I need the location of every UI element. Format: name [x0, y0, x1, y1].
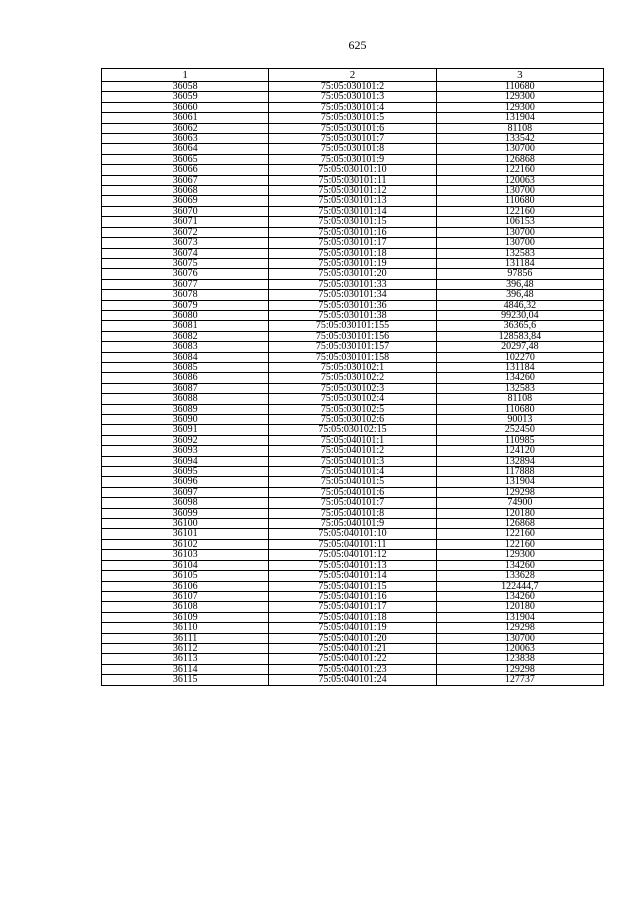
table-row [102, 186, 604, 196]
table-row [102, 435, 604, 445]
table-cell-col1: 36071 [102, 217, 269, 227]
table-cell-col3: 127737 [436, 675, 603, 685]
table-cell-col3: 126868 [436, 154, 603, 164]
table-row [102, 362, 604, 372]
table-cell-col1: 36058 [102, 82, 269, 92]
table-row [102, 446, 604, 456]
table-cell-col3: 129300 [436, 102, 603, 112]
table-row [102, 248, 604, 258]
table-cell-col3: 396,48 [436, 279, 603, 289]
table-row [102, 425, 604, 435]
table-cell-col3: 130700 [436, 227, 603, 237]
table-cell-col2: 75:05:030101:19 [269, 258, 436, 268]
table-cell-col3: 110680 [436, 196, 603, 206]
table-row [102, 394, 604, 404]
table-cell-col3: 132894 [436, 456, 603, 466]
table-cell-col1: 36067 [102, 175, 269, 185]
table-cell-col2: 75:05:030101:15 [269, 217, 436, 227]
table-cell-col3: 122160 [436, 539, 603, 549]
table-cell-col1: 36109 [102, 612, 269, 622]
table-row [102, 571, 604, 581]
table-row [102, 290, 604, 300]
table-cell-col3: 120180 [436, 602, 603, 612]
table-row [102, 581, 604, 591]
table-cell-col1: 36092 [102, 435, 269, 445]
table-cell-col1: 36072 [102, 227, 269, 237]
table-cell-col1: 36105 [102, 571, 269, 581]
table-cell-col2: 75:05:030102:5 [269, 404, 436, 414]
table-cell-col1: 36085 [102, 362, 269, 372]
table-cell-col3: 132583 [436, 383, 603, 393]
table-cell-col1: 36107 [102, 591, 269, 601]
table-cell-col1: 36074 [102, 248, 269, 258]
table-row [102, 144, 604, 154]
table-cell-col1: 36096 [102, 477, 269, 487]
table-cell-col1: 36061 [102, 113, 269, 123]
table-cell-col2: 75:05:030101:3 [269, 92, 436, 102]
table-cell-col1: 36101 [102, 529, 269, 539]
table-cell-col3: 129300 [436, 92, 603, 102]
table-cell-col2: 75:05:030101:7 [269, 134, 436, 144]
table-cell-col3: 129298 [436, 487, 603, 497]
table-row [102, 519, 604, 529]
table-cell-col2: 75:05:030101:16 [269, 227, 436, 237]
header-row [102, 69, 604, 82]
table-row [102, 654, 604, 664]
table-cell-col1: 36111 [102, 633, 269, 643]
table-cell-col3: 133628 [436, 571, 603, 581]
table-row [102, 206, 604, 216]
table-cell-col1: 36114 [102, 664, 269, 674]
table-row [102, 529, 604, 539]
table-row [102, 623, 604, 633]
table-row [102, 310, 604, 320]
table-row [102, 415, 604, 425]
table-cell-col3: 134260 [436, 373, 603, 383]
table-row [102, 279, 604, 289]
table-cell-col2: 75:05:040101:18 [269, 612, 436, 622]
table-cell-col2: 75:05:040101:23 [269, 664, 436, 674]
table-cell-col3: 106153 [436, 217, 603, 227]
column-header-3: 3 [436, 69, 603, 82]
table-cell-col3: 122160 [436, 206, 603, 216]
table-cell-col3: 252450 [436, 425, 603, 435]
table-cell-col1: 36097 [102, 487, 269, 497]
table-row [102, 675, 604, 685]
table-cell-col2: 75:05:030101:20 [269, 269, 436, 279]
table-row [102, 269, 604, 279]
table-row [102, 165, 604, 175]
table-cell-col1: 36099 [102, 508, 269, 518]
table-cell-col2: 75:05:030101:8 [269, 144, 436, 154]
table-cell-col3: 131184 [436, 258, 603, 268]
table-cell-col2: 75:05:040101:22 [269, 654, 436, 664]
table-cell-col3: 130700 [436, 186, 603, 196]
table-cell-col1: 36081 [102, 321, 269, 331]
table-cell-col1: 36086 [102, 373, 269, 383]
table-cell-col3: 97856 [436, 269, 603, 279]
table-cell-col3: 122444,7 [436, 581, 603, 591]
table-row [102, 113, 604, 123]
table-cell-col3: 110985 [436, 435, 603, 445]
table-cell-col3: 120063 [436, 643, 603, 653]
table-row [102, 154, 604, 164]
table-cell-col3: 128583,84 [436, 331, 603, 341]
table-cell-col2: 75:05:030101:12 [269, 186, 436, 196]
table-cell-col2: 75:05:030101:157 [269, 342, 436, 352]
table-cell-col2: 75:05:040101:9 [269, 519, 436, 529]
table-cell-col2: 75:05:040101:10 [269, 529, 436, 539]
table-cell-col3: 131904 [436, 113, 603, 123]
table-cell-col2: 75:05:030101:155 [269, 321, 436, 331]
table-cell-col1: 36089 [102, 404, 269, 414]
table-row [102, 331, 604, 341]
table-cell-col2: 75:05:040101:12 [269, 550, 436, 560]
table-cell-col2: 75:05:030101:156 [269, 331, 436, 341]
table-cell-col2: 75:05:030101:5 [269, 113, 436, 123]
table-row [102, 217, 604, 227]
table-cell-col3: 129298 [436, 664, 603, 674]
table-cell-col1: 36088 [102, 394, 269, 404]
table-cell-col2: 75:05:040101:6 [269, 487, 436, 497]
table-cell-col3: 396,48 [436, 290, 603, 300]
table-row [102, 498, 604, 508]
table-row [102, 477, 604, 487]
table-cell-col2: 75:05:040101:24 [269, 675, 436, 685]
table-row [102, 508, 604, 518]
table-cell-col1: 36084 [102, 352, 269, 362]
table-cell-col1: 36103 [102, 550, 269, 560]
table-cell-col2: 75:05:030101:33 [269, 279, 436, 289]
table-cell-col3: 129298 [436, 623, 603, 633]
table-cell-col1: 36075 [102, 258, 269, 268]
table-cell-col1: 36073 [102, 238, 269, 248]
table-row [102, 82, 604, 92]
table-row [102, 300, 604, 310]
table-cell-col1: 36062 [102, 123, 269, 133]
table-cell-col3: 4846,32 [436, 300, 603, 310]
table-row [102, 258, 604, 268]
table-cell-col2: 75:05:040101:19 [269, 623, 436, 633]
table-cell-col3: 130700 [436, 144, 603, 154]
table-row [102, 342, 604, 352]
table-cell-col1: 36093 [102, 446, 269, 456]
table-cell-col2: 75:05:030101:34 [269, 290, 436, 300]
table-cell-col1: 36059 [102, 92, 269, 102]
table-cell-col1: 36091 [102, 425, 269, 435]
table-row [102, 352, 604, 362]
table-cell-col1: 36098 [102, 498, 269, 508]
table-cell-col1: 36108 [102, 602, 269, 612]
table-cell-col1: 36112 [102, 643, 269, 653]
table-cell-col1: 36110 [102, 623, 269, 633]
table-row [102, 196, 604, 206]
table-cell-col3: 130700 [436, 238, 603, 248]
table-cell-col3: 81108 [436, 394, 603, 404]
table-row [102, 550, 604, 560]
table-row [102, 560, 604, 570]
table-row [102, 539, 604, 549]
table-row [102, 404, 604, 414]
table-cell-col2: 75:05:030101:158 [269, 352, 436, 362]
table-cell-col3: 132583 [436, 248, 603, 258]
table-row [102, 383, 604, 393]
table-body [102, 82, 604, 686]
table-cell-col1: 36095 [102, 467, 269, 477]
table-cell-col2: 75:05:040101:2 [269, 446, 436, 456]
table-cell-col2: 75:05:040101:3 [269, 456, 436, 466]
table-cell-col2: 75:05:030101:9 [269, 154, 436, 164]
data-table [101, 68, 604, 686]
table-cell-col2: 75:05:040101:21 [269, 643, 436, 653]
table-row [102, 456, 604, 466]
table-cell-col3: 130700 [436, 633, 603, 643]
table-cell-col3: 110680 [436, 404, 603, 414]
table-row [102, 134, 604, 144]
table-cell-col2: 75:05:040101:5 [269, 477, 436, 487]
table-cell-col2: 75:05:030101:2 [269, 82, 436, 92]
table-cell-col1: 36080 [102, 310, 269, 320]
table-cell-col2: 75:05:030102:3 [269, 383, 436, 393]
table-cell-col2: 75:05:030101:18 [269, 248, 436, 258]
table-row [102, 664, 604, 674]
table-cell-col2: 75:05:040101:17 [269, 602, 436, 612]
table-cell-col3: 133542 [436, 134, 603, 144]
table-cell-col2: 75:05:040101:1 [269, 435, 436, 445]
column-header-2: 2 [269, 69, 436, 82]
table-cell-col2: 75:05:040101:8 [269, 508, 436, 518]
table-cell-col3: 81108 [436, 123, 603, 133]
table-cell-col2: 75:05:030101:13 [269, 196, 436, 206]
table-row [102, 175, 604, 185]
table-cell-col2: 75:05:030102:15 [269, 425, 436, 435]
table-cell-col2: 75:05:030101:17 [269, 238, 436, 248]
table-cell-col1: 36106 [102, 581, 269, 591]
table-cell-col2: 75:05:040101:11 [269, 539, 436, 549]
table-cell-col1: 36077 [102, 279, 269, 289]
table-cell-col2: 75:05:030101:38 [269, 310, 436, 320]
table-cell-col1: 36069 [102, 196, 269, 206]
table-cell-col1: 36079 [102, 300, 269, 310]
table-cell-col1: 36100 [102, 519, 269, 529]
table-cell-col1: 36070 [102, 206, 269, 216]
table-cell-col3: 74900 [436, 498, 603, 508]
table-cell-col2: 75:05:030101:4 [269, 102, 436, 112]
table-cell-col2: 75:05:030102:4 [269, 394, 436, 404]
table-cell-col3: 131904 [436, 612, 603, 622]
table-row [102, 373, 604, 383]
table-cell-col3: 123838 [436, 654, 603, 664]
table-row [102, 92, 604, 102]
table-row [102, 102, 604, 112]
table-row [102, 227, 604, 237]
table-row [102, 633, 604, 643]
table-row [102, 591, 604, 601]
table-cell-col2: 75:05:040101:4 [269, 467, 436, 477]
table-cell-col1: 36087 [102, 383, 269, 393]
table-row [102, 321, 604, 331]
table-row [102, 467, 604, 477]
table-cell-col2: 75:05:030102:1 [269, 362, 436, 372]
page-number: 625 [348, 38, 367, 52]
table-cell-col3: 36365,6 [436, 321, 603, 331]
table-cell-col3: 120063 [436, 175, 603, 185]
table-cell-col3: 122160 [436, 165, 603, 175]
table-cell-col1: 36078 [102, 290, 269, 300]
table-cell-col3: 124120 [436, 446, 603, 456]
table-cell-col1: 36076 [102, 269, 269, 279]
table-cell-col2: 75:05:030101:36 [269, 300, 436, 310]
table-cell-col1: 36064 [102, 144, 269, 154]
table-cell-col3: 99230,04 [436, 310, 603, 320]
table-cell-col3: 131904 [436, 477, 603, 487]
table-row [102, 643, 604, 653]
table-row [102, 238, 604, 248]
table-cell-col1: 36104 [102, 560, 269, 570]
table-cell-col3: 117888 [436, 467, 603, 477]
table-cell-col2: 75:05:030102:6 [269, 415, 436, 425]
table-cell-col2: 75:05:040101:16 [269, 591, 436, 601]
table-cell-col3: 134260 [436, 560, 603, 570]
table-cell-col2: 75:05:030101:10 [269, 165, 436, 175]
table-cell-col2: 75:05:030101:6 [269, 123, 436, 133]
table-cell-col2: 75:05:040101:7 [269, 498, 436, 508]
table-cell-col3: 120180 [436, 508, 603, 518]
table-cell-col3: 122160 [436, 529, 603, 539]
table-cell-col1: 36066 [102, 165, 269, 175]
table-cell-col3: 102270 [436, 352, 603, 362]
table-cell-col1: 36082 [102, 331, 269, 341]
table-cell-col3: 134260 [436, 591, 603, 601]
table-cell-col1: 36083 [102, 342, 269, 352]
table-cell-col1: 36102 [102, 539, 269, 549]
table-cell-col3: 90013 [436, 415, 603, 425]
table-cell-col2: 75:05:040101:20 [269, 633, 436, 643]
table-cell-col3: 129300 [436, 550, 603, 560]
table-header [102, 69, 604, 82]
table-cell-col2: 75:05:030101:11 [269, 175, 436, 185]
table-cell-col1: 36063 [102, 134, 269, 144]
table-cell-col2: 75:05:040101:13 [269, 560, 436, 570]
column-header-1: 1 [102, 69, 269, 82]
table-cell-col2: 75:05:040101:15 [269, 581, 436, 591]
table-row [102, 612, 604, 622]
table-cell-col2: 75:05:030101:14 [269, 206, 436, 216]
table-cell-col1: 36113 [102, 654, 269, 664]
table-cell-col2: 75:05:040101:14 [269, 571, 436, 581]
table-row [102, 123, 604, 133]
table-cell-col3: 20297,48 [436, 342, 603, 352]
table-cell-col1: 36068 [102, 186, 269, 196]
table-cell-col1: 36090 [102, 415, 269, 425]
table-row [102, 487, 604, 497]
table-cell-col2: 75:05:030102:2 [269, 373, 436, 383]
table-cell-col1: 36060 [102, 102, 269, 112]
table-cell-col3: 131184 [436, 362, 603, 372]
table-cell-col1: 36094 [102, 456, 269, 466]
table-cell-col3: 110680 [436, 82, 603, 92]
table-row [102, 602, 604, 612]
table-cell-col1: 36115 [102, 675, 269, 685]
table-cell-col1: 36065 [102, 154, 269, 164]
table-cell-col3: 126868 [436, 519, 603, 529]
